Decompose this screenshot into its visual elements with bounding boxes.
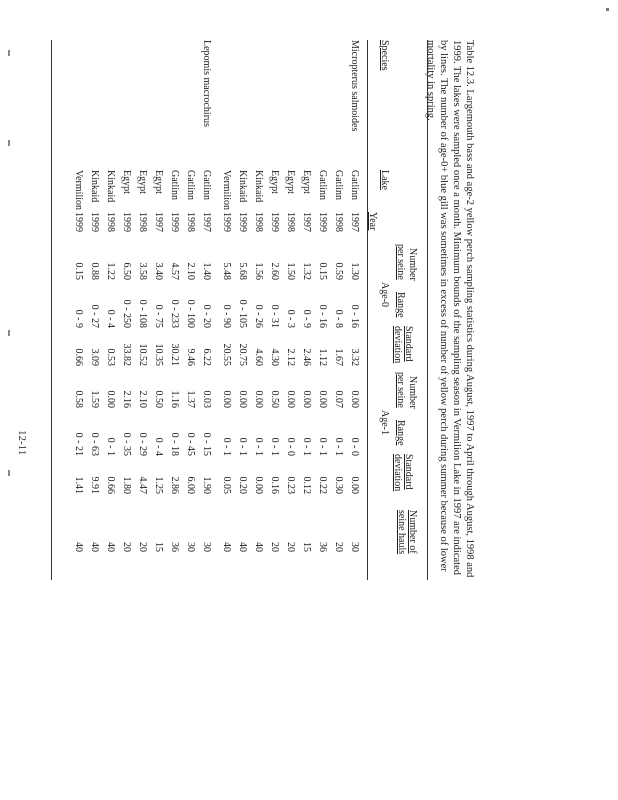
table-cell: 2.12 — [285, 348, 296, 366]
table-cell: 4.30 — [269, 348, 280, 366]
table-cell: 0 - 16 — [317, 304, 328, 328]
scan-edge-mark — [8, 140, 10, 146]
table-cell: 30 — [185, 542, 196, 552]
table-cell: 2.46 — [301, 348, 312, 366]
table-cell: 0 - 1 — [105, 437, 116, 456]
species-label: Lepomis macrochirus — [201, 40, 212, 127]
table-cell: 1.16 — [169, 390, 180, 408]
table-cell: 1.80 — [121, 476, 132, 494]
table-cell: 20 — [269, 542, 280, 552]
table-cell: 1.59 — [89, 390, 100, 408]
table-cell: 30 — [201, 542, 212, 552]
table-cell: Gatlinn — [333, 170, 344, 200]
table-cell: 30.21 — [169, 343, 180, 366]
table-cell: 1997 — [201, 212, 212, 232]
table-cell: 40 — [221, 542, 232, 552]
table-cell: 0 - 31 — [269, 304, 280, 328]
table-cell: 0 - 15 — [201, 432, 212, 456]
table-cell: Egypt — [153, 170, 164, 194]
table-cell: 0.12 — [301, 476, 312, 494]
table-cell: Egypt — [121, 170, 132, 194]
table-cell: 1.90 — [201, 476, 212, 494]
table-cell: 1.40 — [201, 262, 212, 280]
table-cell: 0.66 — [73, 348, 84, 366]
table-cell: 40 — [253, 542, 264, 552]
table-cell: 0.00 — [285, 390, 296, 408]
table-cell: 0.00 — [301, 390, 312, 408]
table-cell: Kinkaid — [105, 170, 116, 203]
table-cell: 0 - 1 — [253, 437, 264, 456]
table-cell: 3.09 — [89, 348, 100, 366]
table-cell: 0 - 27 — [89, 304, 100, 328]
header-number-1: Number — [407, 248, 418, 281]
header-lake: Lake — [379, 170, 390, 190]
table-cell: 40 — [73, 542, 84, 552]
table-cell: 0 - 29 — [137, 432, 148, 456]
table-cell: Kinkaid — [89, 170, 100, 203]
table-cell: 10.35 — [153, 343, 164, 366]
table-cell: 1.50 — [285, 262, 296, 280]
table-cell: 0 - 4 — [105, 309, 116, 328]
table-cell: 0.00 — [253, 390, 264, 408]
table-cell: 0 - 90 — [221, 304, 232, 328]
table-cell: 0 - 105 — [237, 299, 248, 328]
table-cell: 1999 — [237, 212, 248, 232]
table-cell: 1.67 — [333, 348, 344, 366]
table-cell: 20 — [121, 542, 132, 552]
table-cell: Egypt — [301, 170, 312, 194]
scan-edge-mark — [8, 330, 10, 336]
table-cell: 0.30 — [333, 476, 344, 494]
table-cell: 0.23 — [285, 476, 296, 494]
table-cell: 20 — [333, 542, 344, 552]
table-cell: 0 - 18 — [169, 432, 180, 456]
table-cell: 4.60 — [253, 348, 264, 366]
table-cell: 0 - 20 — [201, 304, 212, 328]
table-cell: Vermilion — [73, 170, 84, 210]
table-cell: 1999 — [73, 212, 84, 232]
table-cell: 1999 — [121, 212, 132, 232]
table-cell: 0 - 1 — [221, 437, 232, 456]
table-cell: 0 - 9 — [301, 309, 312, 328]
table-cell: 1.41 — [73, 476, 84, 494]
table-cell: 0.50 — [153, 390, 164, 408]
scan-speck — [606, 8, 609, 11]
table-cell: 1.12 — [317, 348, 328, 366]
table-cell: Gatlinn — [317, 170, 328, 200]
table-cell: 0 - 1 — [301, 437, 312, 456]
table-cell: 40 — [89, 542, 100, 552]
table-cell: 0.59 — [333, 262, 344, 280]
header-age0: Age-0 — [379, 282, 390, 307]
table-cell: 0 - 1 — [317, 437, 328, 456]
table-cell: 0 - 8 — [333, 309, 344, 328]
table-cell: 6.00 — [185, 476, 196, 494]
table-cell: 15 — [301, 542, 312, 552]
table-cell: Gatlinn — [349, 170, 360, 200]
bottom-rule — [51, 40, 52, 580]
table-cell: 1.30 — [349, 262, 360, 280]
table-cell: 0 - 63 — [89, 432, 100, 456]
table-cell: 20.75 — [237, 343, 248, 366]
table-cell: 36 — [317, 542, 328, 552]
table-cell: 0 - 3 — [285, 309, 296, 328]
table-cell: 0.00 — [253, 476, 264, 494]
header-year: Year — [367, 212, 378, 231]
table-cell: Kinkaid — [253, 170, 264, 203]
table-cell: 0 - 1 — [237, 437, 248, 456]
table-cell: 1999 — [89, 212, 100, 232]
table-cell: 0.00 — [317, 390, 328, 408]
table-cell: 0.58 — [73, 390, 84, 408]
header-number-2: Number — [407, 376, 418, 409]
table-cell: 0 - 9 — [73, 309, 84, 328]
table-cell: 0 - 0 — [285, 437, 296, 456]
table-cell: 0 - 1 — [269, 437, 280, 456]
table-cell: 1998 — [253, 212, 264, 232]
header-range-2: Range — [395, 420, 406, 446]
table-cell: 2.10 — [137, 390, 148, 408]
table-cell: Gatlinn — [201, 170, 212, 200]
table-cell: 1.32 — [301, 262, 312, 280]
page-number: 12-11 — [16, 430, 28, 456]
table-cell: 20 — [137, 542, 148, 552]
table-cell: 1.22 — [105, 262, 116, 280]
header-std-1: Standard deviation — [392, 326, 414, 364]
table-cell: 40 — [105, 542, 116, 552]
table-cell: 15 — [153, 542, 164, 552]
table-cell: 5.48 — [221, 262, 232, 280]
table-cell: 0 - 1 — [333, 437, 344, 456]
table-cell: 0 - 108 — [137, 299, 148, 328]
header-rule — [367, 40, 368, 580]
table-cell: 1999 — [221, 212, 232, 232]
table-cell: 1999 — [269, 212, 280, 232]
table-cell: 1997 — [153, 212, 164, 232]
table-cell: 40 — [237, 542, 248, 552]
species-label: Micropterus salmoides — [349, 40, 360, 132]
table-cell: 0 - 35 — [121, 432, 132, 456]
table-cell: 5.68 — [237, 262, 248, 280]
table-cell: 0 - 45 — [185, 432, 196, 456]
table-cell: 1999 — [169, 212, 180, 232]
table-cell: 1.56 — [253, 262, 264, 280]
header-number-of-hauls: Number of seine hauls — [396, 510, 418, 555]
table-cell: 0.22 — [317, 476, 328, 494]
table-cell: 0.00 — [237, 390, 248, 408]
table-cell: 0 - 26 — [253, 304, 264, 328]
table-cell: 2.60 — [269, 262, 280, 280]
table-cell: Gatlinn — [185, 170, 196, 200]
table-cell: 0.16 — [269, 476, 280, 494]
table-cell: 0 - 75 — [153, 304, 164, 328]
table-cell: 0 - 4 — [153, 437, 164, 456]
table-cell: 0.05 — [221, 476, 232, 494]
header-per-seine-2: per seine — [395, 372, 406, 408]
table-cell: 0.15 — [317, 262, 328, 280]
table-cell: 1999 — [317, 212, 328, 232]
table-cell: 3.40 — [153, 262, 164, 280]
table-cell: Egypt — [285, 170, 296, 194]
header-per-seine-1: per seine — [395, 244, 406, 280]
table-cell: Kinkaid — [237, 170, 248, 203]
table-cell: 4.47 — [137, 476, 148, 494]
table-cell: 0.00 — [349, 476, 360, 494]
table-cell: 0.53 — [105, 348, 116, 366]
table-cell: 4.57 — [169, 262, 180, 280]
scan-edge-mark — [8, 470, 10, 476]
header-std-2: Standard deviation — [392, 454, 414, 492]
table-cell: 6.50 — [121, 262, 132, 280]
table-cell: 0.88 — [89, 262, 100, 280]
table-cell: 6.22 — [201, 348, 212, 366]
table-cell: 1998 — [137, 212, 148, 232]
table-cell: 0 - 233 — [169, 299, 180, 328]
table-cell: 10.52 — [137, 343, 148, 366]
rotated-table — [40, 30, 480, 590]
table-cell: 0.07 — [333, 390, 344, 408]
table-cell: 2.86 — [169, 476, 180, 494]
table-cell: 0 - 21 — [73, 432, 84, 456]
table-cell: 20.55 — [221, 343, 232, 366]
table-cell: 0.20 — [237, 476, 248, 494]
table-cell: 1998 — [185, 212, 196, 232]
table-cell: 3.58 — [137, 262, 148, 280]
table-cell: 0.00 — [105, 390, 116, 408]
table-cell: 1998 — [285, 212, 296, 232]
table-cell: 0 - 250 — [121, 299, 132, 328]
table-cell: 9.46 — [185, 348, 196, 366]
table-cell: 2.16 — [121, 390, 132, 408]
table-caption: Table 12.3. Largemouth bass and age-2 yellow perch sampling statistics during August, 1997 to April through August, 1998 and 1999. The lakes were sampled once a month. Minimum bounds of the sampling season in Vermilion Lake in 1997 are indicated by lines. The number of age-0+ blue gill was sometimes in excess of number of yellow perch during summer because of lower mortality in spring. — [425, 40, 475, 578]
table-cell: 1998 — [105, 212, 116, 232]
table-cell: 20 — [285, 542, 296, 552]
table-cell: 0.15 — [73, 262, 84, 280]
table-cell: Egypt — [137, 170, 148, 194]
table-cell: 3.32 — [349, 348, 360, 366]
table-cell: 0.00 — [221, 390, 232, 408]
table-cell: 0 - 16 — [349, 304, 360, 328]
table-cell: 1.25 — [153, 476, 164, 494]
table-cell: 0 - 0 — [349, 437, 360, 456]
header-range-1: Range — [395, 292, 406, 318]
table-cell: Egypt — [269, 170, 280, 194]
table-cell: Gatlinn — [169, 170, 180, 200]
table-cell: 0.50 — [269, 390, 280, 408]
table-cell: 33.82 — [121, 343, 132, 366]
table-cell: 36 — [169, 542, 180, 552]
table-cell: 30 — [349, 542, 360, 552]
table-cell: 0 - 100 — [185, 299, 196, 328]
table-cell: 1997 — [349, 212, 360, 232]
header-age1: Age-1 — [379, 410, 390, 435]
table-cell: 2.10 — [185, 262, 196, 280]
table-cell: 1998 — [333, 212, 344, 232]
table-cell: 0.66 — [105, 476, 116, 494]
header-species: Species — [379, 40, 390, 71]
scan-edge-mark — [8, 50, 10, 56]
table-cell: 1.37 — [185, 390, 196, 408]
top-rule — [427, 40, 428, 580]
table-cell: 9.91 — [89, 476, 100, 494]
table-cell: 0.00 — [349, 390, 360, 408]
table-cell: 0.03 — [201, 390, 212, 408]
table-cell: 1997 — [301, 212, 312, 232]
table-cell: Vermilion — [221, 170, 232, 210]
